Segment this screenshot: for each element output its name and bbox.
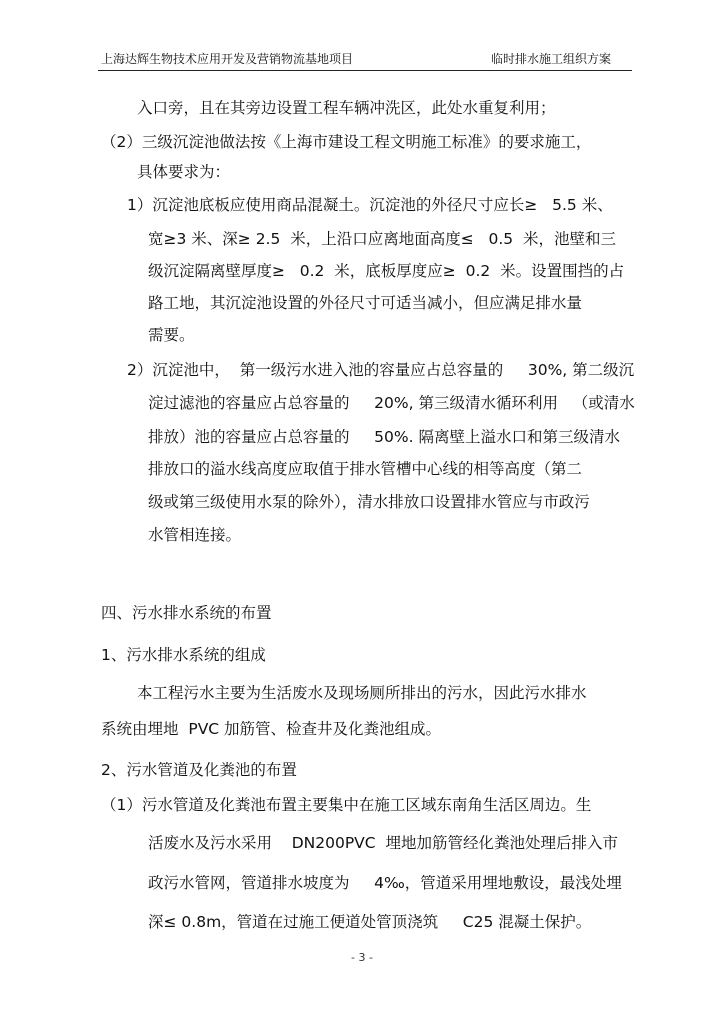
body-line: 1）沉淀池底板应使用商品混凝土。沉淀池的外径尺寸应长≥ 5.5 米、: [127, 196, 613, 214]
header-divider: [98, 70, 632, 71]
body-line: （1）污水管道及化粪池布置主要集中在施工区域东南角生活区周边。生: [101, 796, 592, 814]
page-number: - 3 -: [351, 951, 373, 964]
body-line: 本工程污水主要为生活废水及现场厕所排出的污水，因此污水排水: [137, 684, 587, 702]
body-line: 排放）池的容量应占总容量的 50%. 隔离壁上溢水口和第三级清水: [148, 428, 620, 446]
body-line: 具体要求为：: [137, 163, 231, 181]
body-line: 排放口的溢水线高度应取值于排水管槽中心线的相等高度（第二: [148, 460, 583, 478]
body-line: 2）沉淀池中， 第一级污水进入池的容量应占总容量的 30%, 第二级沉: [127, 361, 635, 379]
header-project-title: 上海达辉生物技术应用开发及营销物流基地项目: [101, 52, 354, 66]
body-line: 级沉淀隔离壁厚度≥ 0.2 米，底板厚度应≥ 0.2 米。设置围挡的占: [148, 262, 625, 280]
body-line: （2）三级沉淀池做法按《上海市建设工程文明施工标准》的要求施工，: [101, 133, 592, 151]
body-line: 深≤ 0.8m，管道在过施工便道处管顶浇筑 C25 混凝土保护。: [148, 913, 592, 931]
body-line: 宽≥3 米、深≥ 2.5 米，上沿口应离地面高度≤ 0.5 米，池壁和三: [148, 230, 616, 248]
subsection-heading: 1、污水排水系统的组成: [101, 646, 266, 664]
body-line: 级或第三级使用水泵的除外），清水排放口设置排水管应与市政污: [148, 493, 590, 511]
body-line: 入口旁，且在其旁边设置工程车辆冲洗区，此处水重复利用；: [137, 99, 556, 117]
body-line: 水管相连接。: [148, 526, 242, 544]
body-line: 淀过滤池的容量应占总容量的 20%, 第三级清水循环利用 （或清水: [148, 394, 635, 412]
header-document-title: 临时排水施工组织方案: [491, 52, 612, 66]
body-line: 系统由埋地 PVC 加筋管、检查井及化粪池组成。: [101, 720, 442, 738]
section-heading: 四、污水排水系统的布置: [101, 604, 272, 622]
subsection-heading: 2、污水管道及化粪池的布置: [101, 761, 297, 779]
body-line: 路工地，其沉淀池设置的外径尺寸可适当减小，但应满足排水量: [148, 294, 583, 312]
body-line: 需要。: [148, 326, 195, 344]
body-line: 政污水管网，管道排水坡度为 4‰，管道采用埋地敷设，最浅处埋: [148, 874, 622, 892]
body-line: 活废水及污水采用 DN200PVC 埋地加筋管经化粪池处理后排入市: [148, 834, 618, 852]
